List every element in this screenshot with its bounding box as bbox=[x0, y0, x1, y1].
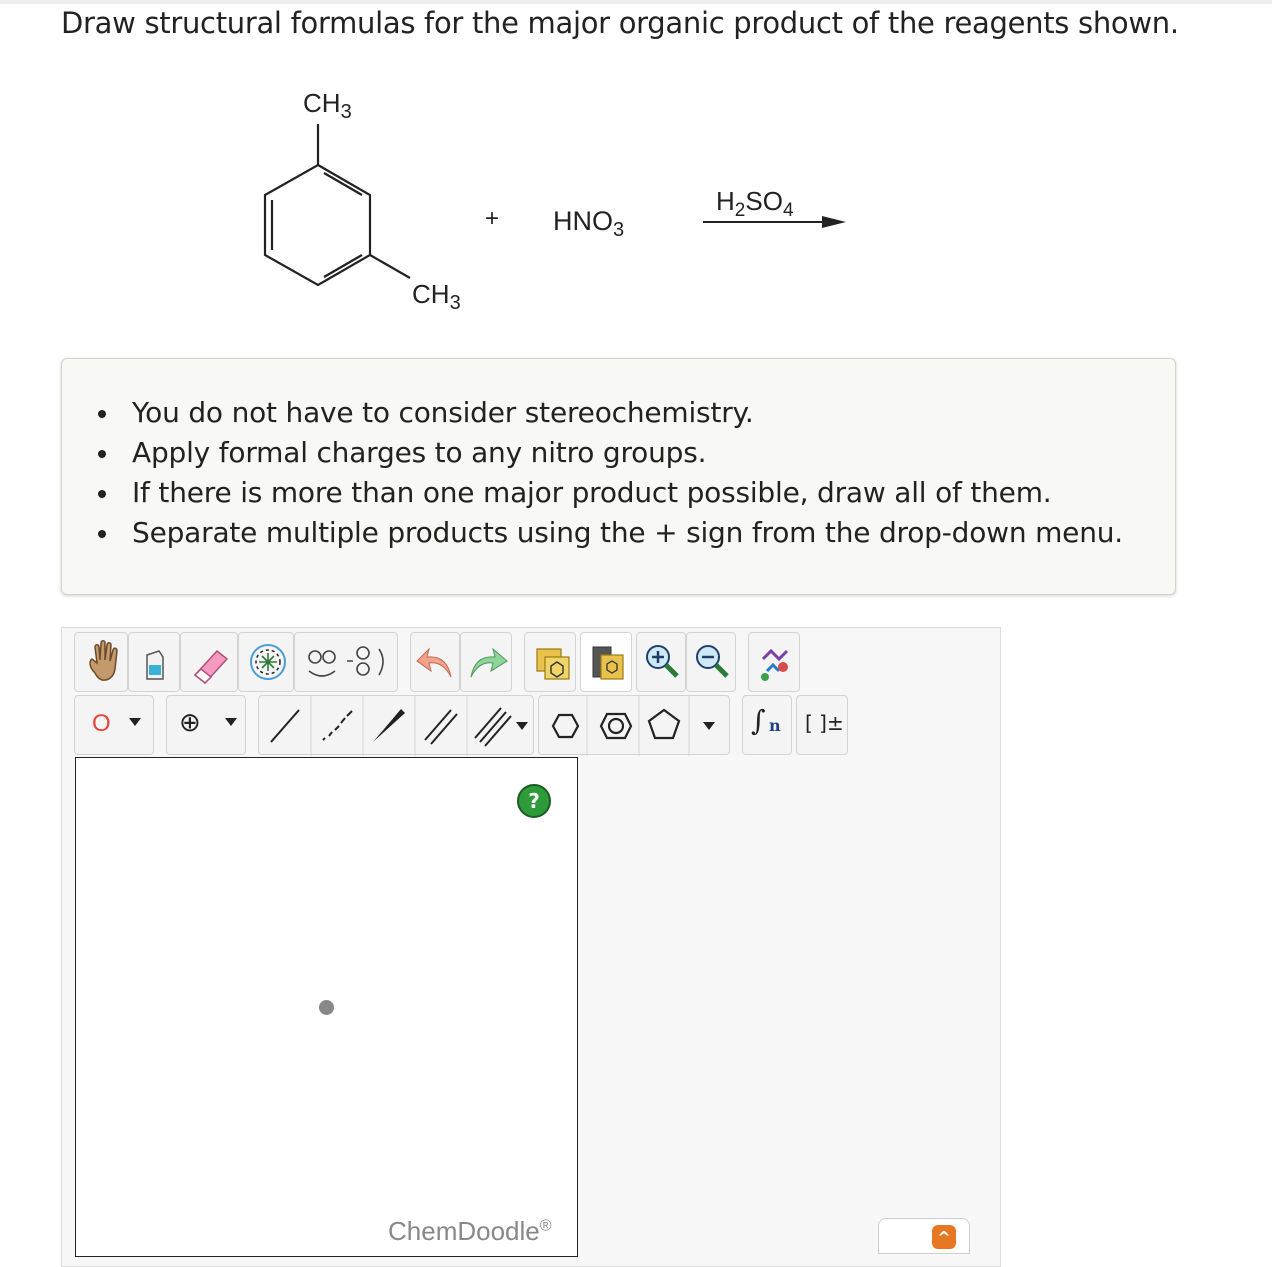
hand-icon bbox=[75, 633, 129, 693]
sgroup-label: n bbox=[769, 716, 781, 735]
instruction-item: Apply formal charges to any nitro groups. bbox=[132, 433, 1123, 473]
instructions-list bbox=[132, 393, 1123, 553]
question-text: Draw structural formulas for the major organic product of the reagents shown. bbox=[61, 6, 1179, 40]
plus-sign: + bbox=[485, 205, 500, 232]
lasso-button[interactable] bbox=[238, 632, 294, 692]
redo-icon bbox=[461, 633, 513, 693]
undo-icon bbox=[411, 633, 461, 693]
triple-bond-icon bbox=[475, 708, 511, 746]
collapse-button[interactable] bbox=[878, 1218, 970, 1254]
clean-icon bbox=[749, 633, 801, 693]
zoom-out-icon bbox=[687, 633, 737, 693]
bond-tools bbox=[258, 695, 534, 755]
eraser-bottle-icon bbox=[129, 633, 181, 693]
cursor-dot bbox=[319, 1000, 334, 1015]
cyclopentane-icon bbox=[649, 710, 679, 738]
sgroup-button[interactable] bbox=[742, 695, 792, 755]
templates-button[interactable] bbox=[524, 632, 576, 692]
atom-label: O bbox=[92, 710, 111, 737]
chevron-down-icon bbox=[225, 718, 237, 726]
help-button[interactable]: ? bbox=[517, 784, 551, 818]
flip-button[interactable] bbox=[294, 632, 398, 692]
sgroup-icon: ∫ bbox=[751, 704, 766, 737]
charge-plus-icon: ⊕ bbox=[179, 708, 201, 738]
drawing-canvas[interactable] bbox=[75, 757, 578, 1257]
methyl-bottom-label: $CH_3$ bbox=[412, 279, 461, 314]
lasso-icon bbox=[239, 633, 295, 693]
chevron-up-icon: ^ bbox=[932, 1225, 956, 1249]
bond-icons bbox=[259, 696, 535, 756]
instructions-box bbox=[61, 358, 1176, 595]
top-divider bbox=[0, 0, 1272, 4]
flip-icon bbox=[295, 633, 399, 693]
eraser-icon bbox=[181, 633, 239, 693]
undo-button[interactable] bbox=[410, 632, 460, 692]
clean-button[interactable] bbox=[748, 632, 800, 692]
reaction-arrow bbox=[703, 216, 846, 228]
charge-dropdown[interactable] bbox=[166, 695, 246, 755]
erase-button[interactable] bbox=[180, 632, 238, 692]
catalyst-label: $H_2SO_4$ bbox=[716, 186, 794, 221]
bracket-button[interactable] bbox=[796, 695, 848, 755]
ring-tools bbox=[538, 695, 730, 755]
single-bond-icon bbox=[271, 710, 299, 742]
atom-label-dropdown[interactable] bbox=[74, 695, 154, 755]
benzene-icon bbox=[601, 714, 631, 738]
copy-icon bbox=[581, 633, 633, 693]
reagent-label: $HNO_3$ bbox=[553, 206, 625, 241]
ring-icons bbox=[539, 696, 731, 756]
cyclohexane-icon bbox=[553, 715, 578, 737]
instruction-item: Separate multiple products using the + sign from the drop-down menu. bbox=[132, 513, 1123, 553]
zoom-in-icon bbox=[637, 633, 687, 693]
double-bond-icon bbox=[425, 710, 457, 744]
instruction-item: If there is more than one major product possible, draw all of them. bbox=[132, 473, 1123, 513]
clear-button[interactable] bbox=[128, 632, 180, 692]
methyl-top-label: $CH_3$ bbox=[303, 88, 352, 123]
chevron-down-icon bbox=[516, 722, 528, 730]
redo-button[interactable] bbox=[460, 632, 512, 692]
zoom-out-button[interactable] bbox=[686, 632, 736, 692]
chem-editor bbox=[61, 627, 1001, 1267]
wedge-bond-icon bbox=[373, 709, 405, 742]
templates-3d-icon bbox=[525, 633, 577, 693]
bracket-icon: [ ]± bbox=[805, 711, 844, 735]
hashed-bond-icon bbox=[323, 711, 352, 740]
chevron-down-icon bbox=[129, 718, 141, 726]
zoom-in-button[interactable] bbox=[636, 632, 686, 692]
chemdoodle-brand: ChemDoodle® bbox=[388, 1216, 552, 1246]
hand-tool-button[interactable] bbox=[74, 632, 128, 692]
reaction-scheme bbox=[0, 70, 900, 350]
chevron-down-icon bbox=[703, 722, 715, 730]
paste-button[interactable] bbox=[580, 632, 632, 692]
instruction-item: You do not have to consider stereochemistry. bbox=[132, 393, 1123, 433]
benzene-ring bbox=[265, 124, 410, 285]
